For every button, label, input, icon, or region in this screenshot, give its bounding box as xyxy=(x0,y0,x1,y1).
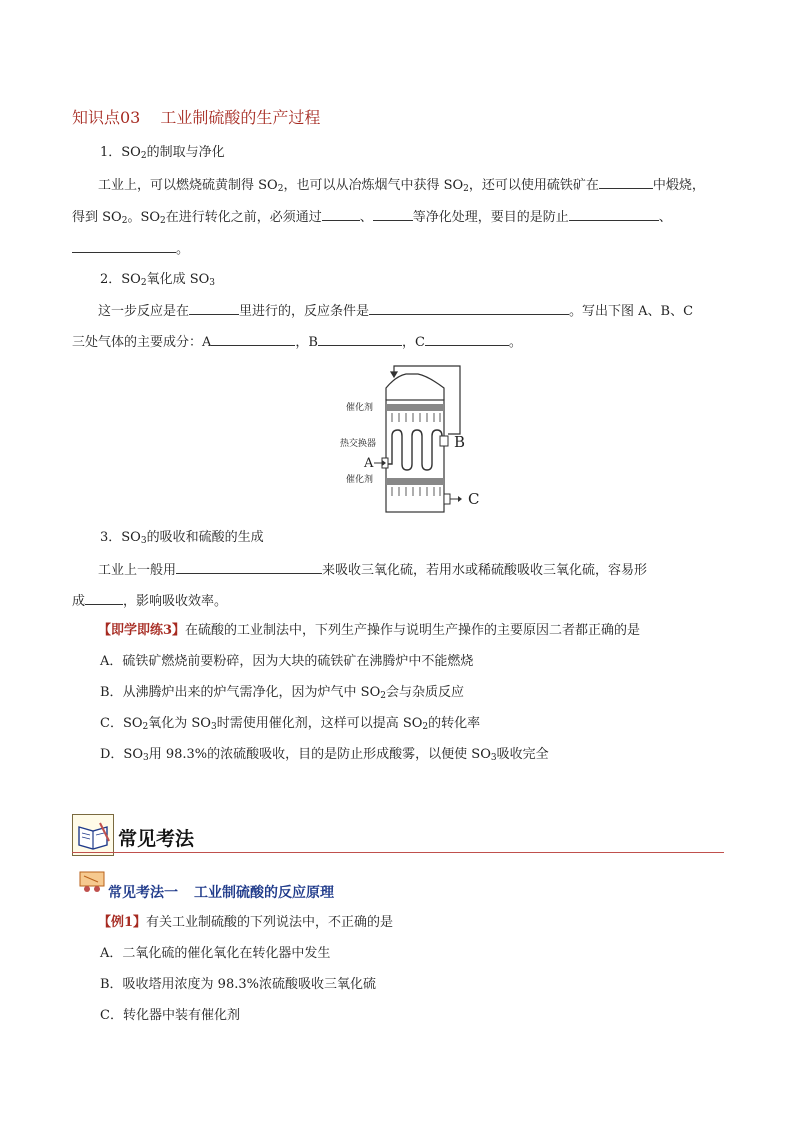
t: 2 xyxy=(142,722,149,732)
t: 氧化成 SO xyxy=(146,272,210,287)
label-b: B xyxy=(454,433,466,451)
t: ，也可以从冶炼烟气中获得 SO xyxy=(283,178,464,193)
item1-heading-sub: 2 xyxy=(140,151,147,161)
t: 2 xyxy=(463,184,469,194)
answer-blank[interactable] xyxy=(211,331,295,346)
label-heat-exchanger: 热交换器 xyxy=(340,439,377,449)
heat-exchanger-coil xyxy=(386,430,448,470)
t: B．从沸腾炉出来的炉气需净化，因为炉气中 SO xyxy=(100,685,381,700)
t: 里进行的，反应条件是 xyxy=(239,304,370,319)
subheading-tag: 常见考法一 xyxy=(108,885,178,901)
teacher-icon xyxy=(78,870,106,894)
example-option-c[interactable] xyxy=(100,1006,240,1026)
example-question xyxy=(98,913,393,933)
t: 来吸收三氧化硫，若用水或稀硫酸吸收三氧化硫，容易形 xyxy=(322,563,648,578)
converter-dome xyxy=(386,374,444,400)
item2-line2 xyxy=(72,331,522,353)
t: 3 xyxy=(210,722,217,732)
t: 的转化率 xyxy=(428,716,481,731)
t: 成 xyxy=(72,594,86,609)
answer-blank[interactable] xyxy=(322,206,360,221)
t: 工业上一般用 xyxy=(98,563,177,578)
t: 等净化处理，要目的是防止 xyxy=(412,210,569,225)
converter-body xyxy=(386,400,444,512)
t: C．转化器中装有催化剂 xyxy=(100,1008,240,1023)
answer-blank[interactable] xyxy=(176,559,322,574)
t: 3 xyxy=(140,536,147,546)
item1-heading-post: 的制取与净化 xyxy=(146,145,225,160)
t: 。 xyxy=(508,335,522,350)
subheading-title: 工业制硫酸的反应原理 xyxy=(194,885,334,901)
t: 中煅烧， xyxy=(652,178,705,193)
t: 会与杂质反应 xyxy=(385,685,464,700)
t: 2 xyxy=(121,216,128,226)
t: B．吸收塔用浓度为 98.3%浓硫酸吸收三氧化硫 xyxy=(100,977,376,992)
common-heading: 常见考法 xyxy=(118,828,195,850)
t: 。 xyxy=(176,242,190,257)
example-tag: 【例1】 xyxy=(98,915,147,930)
t: 2 xyxy=(160,216,166,226)
t: A．硫铁矿燃烧前要粉碎，因为大块的硫铁矿在沸腾炉中不能燃烧 xyxy=(100,654,474,669)
t: ，影响吸收效率。 xyxy=(123,594,228,609)
practice-question xyxy=(98,621,640,641)
valve-b xyxy=(440,436,448,446)
practice-option-c[interactable] xyxy=(100,714,480,737)
t: 在进行转化之前，必须通过 xyxy=(165,210,322,225)
t: 有关工业制硫酸的下列说法中，不正确的是 xyxy=(146,915,394,930)
answer-blank[interactable] xyxy=(373,206,413,221)
item1-heading xyxy=(100,143,225,166)
t: 2 xyxy=(277,184,284,194)
section-title-text: 工业制硫酸的生产过程 xyxy=(160,108,321,127)
t: 2 xyxy=(140,278,147,288)
label-c: C xyxy=(468,490,480,508)
t: 时需使用催化剂，这样可以提高 SO xyxy=(216,716,423,731)
book-icon xyxy=(72,814,114,856)
label-a: A xyxy=(364,456,374,471)
item2-line1 xyxy=(98,300,693,322)
t: 。SO xyxy=(127,210,161,225)
t: 2 xyxy=(422,722,429,732)
t: 工业上，可以燃烧硫黄制得 SO xyxy=(98,178,278,193)
catalyst-layer-top xyxy=(386,404,444,411)
answer-blank[interactable] xyxy=(569,206,659,221)
t: 这一步反应是在 xyxy=(98,304,190,319)
arrow-right-icon xyxy=(458,496,462,502)
item1-line1 xyxy=(98,174,705,199)
t: 、 xyxy=(658,210,672,225)
item3-heading xyxy=(100,528,264,551)
t: D．SO xyxy=(100,747,143,762)
answer-blank[interactable] xyxy=(72,238,176,253)
item3-line1 xyxy=(98,559,647,581)
t: 三处气体的主要成分：A xyxy=(72,335,212,350)
subheading xyxy=(108,882,334,902)
t: 得到 SO xyxy=(72,210,122,225)
item1-line3 xyxy=(72,238,189,260)
catalyst-layer-bottom xyxy=(386,478,444,485)
t: 。写出下图 A、B、C xyxy=(569,304,694,319)
practice-option-a[interactable] xyxy=(100,652,473,672)
t: 在硫酸的工业制法中，下列生产操作与说明生产操作的主要原因二者都正确的是 xyxy=(185,623,641,638)
t: 用 98.3%的浓硫酸吸收，目的是防止形成酸雾，以便使 SO xyxy=(148,747,491,762)
answer-blank[interactable] xyxy=(369,300,569,315)
t: 的吸收和硫酸的生成 xyxy=(146,530,264,545)
t: 氧化为 SO xyxy=(148,716,211,731)
converter-diagram xyxy=(336,360,496,520)
practice-tag: 【即学即练3】 xyxy=(98,623,186,638)
t: A．二氧化硫的催化氧化在转化器中发生 xyxy=(100,946,331,961)
answer-blank[interactable] xyxy=(318,331,402,346)
label-catalyst-bottom: 催化剂 xyxy=(346,475,374,485)
item1-heading-pre: 1．SO xyxy=(100,145,141,160)
pipe-arrow-icon xyxy=(391,372,397,377)
item1-line2 xyxy=(72,206,672,231)
t: 2 xyxy=(380,691,386,701)
answer-blank[interactable] xyxy=(425,331,509,346)
answer-blank[interactable] xyxy=(85,590,123,605)
item2-heading xyxy=(100,270,215,293)
valve-c xyxy=(444,494,450,504)
t: ，C xyxy=(401,335,425,350)
example-option-a[interactable] xyxy=(100,944,330,964)
divider xyxy=(72,852,724,853)
example-option-b[interactable] xyxy=(100,975,376,995)
t: 2．SO xyxy=(100,272,141,287)
t: ，还可以使用硫铁矿在 xyxy=(468,178,599,193)
answer-blank[interactable] xyxy=(189,300,239,315)
t: 3 xyxy=(490,753,497,763)
t: 3．SO xyxy=(100,530,141,545)
section-label: 知识点03 xyxy=(72,108,141,127)
label-catalyst-top: 催化剂 xyxy=(346,403,374,413)
t: 3 xyxy=(143,753,149,763)
practice-option-b[interactable] xyxy=(100,683,464,706)
t: 3 xyxy=(209,278,216,288)
t: C．SO xyxy=(100,716,143,731)
t: 吸收完全 xyxy=(496,747,549,762)
item3-line2 xyxy=(72,590,227,612)
section-title xyxy=(72,105,320,128)
t: 、 xyxy=(359,210,373,225)
practice-option-d[interactable] xyxy=(100,745,549,768)
answer-blank[interactable] xyxy=(599,174,653,189)
t: ，B xyxy=(295,335,318,350)
